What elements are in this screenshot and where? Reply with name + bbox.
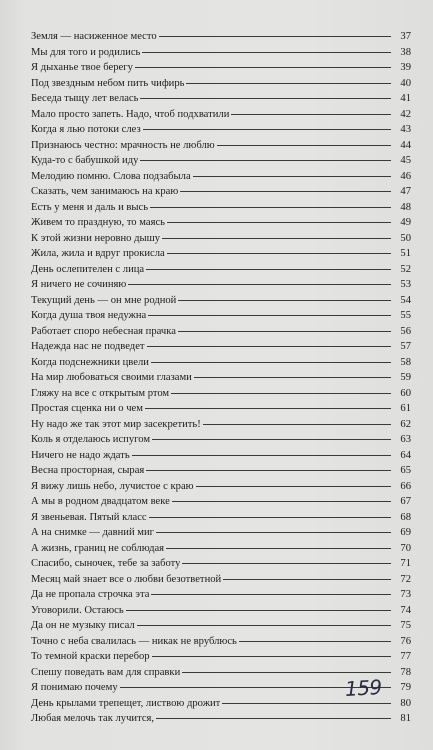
toc-entry <box>31 339 411 355</box>
toc-leader-line <box>126 610 391 611</box>
toc-entry-page: 67 <box>400 496 411 507</box>
toc-leader-line <box>147 346 391 347</box>
toc-entry <box>31 463 411 479</box>
toc-entry-title: Земля — насиженное место <box>31 31 157 42</box>
toc-leader-line <box>167 253 391 254</box>
toc-entry-title: Живем то праздную, то маясь <box>31 217 165 228</box>
toc-entry-page: 44 <box>400 139 411 151</box>
toc-entry-title: День крылами трепещет, листвою дрожит <box>31 697 221 709</box>
toc-leader-line <box>148 315 391 316</box>
toc-entry-page: 39 <box>400 62 411 73</box>
toc-entry-page: 49 <box>400 217 411 228</box>
toc-leader-line <box>149 517 391 518</box>
toc-leader-line <box>178 331 391 332</box>
toc-entry-title: Мало просто запеть. Надо, чтоб подхватили <box>31 108 230 120</box>
toc-leader-line <box>128 284 391 285</box>
toc-leader-line <box>159 36 391 37</box>
toc-entry-page: 58 <box>400 356 411 368</box>
toc-leader-line <box>239 641 391 642</box>
toc-entry-title: День ослепителен с лица <box>31 263 145 275</box>
toc-entry-title: Ну надо же так этот мир засекретить! <box>31 418 201 430</box>
toc-entry-page: 53 <box>400 279 411 290</box>
toc-leader-line <box>167 222 391 223</box>
toc-entry-title: Мелодию помню. Слова подзабыла <box>31 170 191 182</box>
toc-leader-line <box>172 501 391 502</box>
toc-entry-page: 74 <box>400 604 411 616</box>
toc-leader-line <box>180 191 391 192</box>
toc-entry-title: На мир любоваться своими глазами <box>31 372 192 383</box>
toc-leader-line <box>196 486 391 487</box>
toc-leader-line <box>171 393 391 394</box>
toc-leader-line <box>182 672 391 673</box>
toc-entry-page: 59 <box>400 372 411 383</box>
toc-entry-title: Я вижу лишь небо, лучистое с краю <box>31 480 194 492</box>
toc-leader-line <box>231 114 391 115</box>
toc-entry-title: Месяц май знает все о любви безответной <box>31 573 222 585</box>
toc-entry <box>31 448 411 464</box>
toc-entry-title: Мы для того и родились <box>31 46 141 58</box>
toc-entry <box>31 60 411 76</box>
toc-entry <box>31 603 411 619</box>
toc-entry <box>31 479 411 495</box>
toc-entry-page: 62 <box>400 418 411 430</box>
toc-entry-title: Спасибо, сыночек, тебе за заботу <box>31 558 181 569</box>
toc-entry-title: Да он не музыку писал <box>31 620 135 631</box>
toc-entry-title: Когда я лью потоки слез <box>31 124 141 135</box>
toc-leader-line <box>142 52 391 53</box>
toc-entry-title: Спешу поведать вам для справки <box>31 666 181 678</box>
toc-entry <box>31 184 411 200</box>
toc-entry-title: Ничего не надо ждать <box>31 449 130 461</box>
toc-entry-page: 66 <box>400 480 411 492</box>
toc-entry-page: 54 <box>400 294 411 306</box>
toc-leader-line <box>140 160 391 161</box>
toc-entry <box>31 107 411 123</box>
toc-entry <box>31 277 411 293</box>
toc-entry-title: Гляжу на все с открытым ртом <box>31 387 170 399</box>
toc-entry-page: 72 <box>400 573 411 585</box>
toc-entry-title: А жизнь, границ не соблюдая <box>31 542 165 554</box>
toc-entry <box>31 587 411 603</box>
toc-entry-page: 76 <box>400 635 411 647</box>
toc-leader-line <box>166 548 391 549</box>
toc-entry <box>31 231 411 247</box>
toc-entry <box>31 138 411 154</box>
toc-entry <box>31 634 411 650</box>
toc-entry-page: 55 <box>400 310 411 321</box>
toc-entry-title: Беседа тыщу лет велась <box>31 93 139 104</box>
toc-entry-title: Жила, жила и вдруг прокисла <box>31 248 165 259</box>
toc-entry-page: 51 <box>400 248 411 259</box>
toc-entry-page: 64 <box>400 449 411 461</box>
toc-entry-title: Я звеньевая. Пятый класс <box>31 511 147 523</box>
toc-entry-page: 68 <box>400 511 411 523</box>
toc-entry-title: А на снимке — давний миг <box>31 527 155 538</box>
toc-leader-line <box>217 145 391 146</box>
toc-leader-line <box>150 207 391 208</box>
toc-entry-page: 73 <box>400 589 411 600</box>
toc-entry-title: Признаюсь честно: мрачность не люблю <box>31 139 215 151</box>
toc-entry-page: 75 <box>400 620 411 631</box>
toc-entry-title: Весна просторная, сырая <box>31 465 145 476</box>
toc-leader-line <box>152 439 391 440</box>
toc-entry-page: 50 <box>400 232 411 244</box>
toc-entry <box>31 215 411 231</box>
toc-entry-title: Текущий день — он мне родной <box>31 294 177 306</box>
toc-leader-line <box>137 625 391 626</box>
toc-entry <box>31 293 411 309</box>
toc-entry <box>31 711 411 727</box>
toc-entry <box>31 355 411 371</box>
table-of-contents <box>31 29 411 727</box>
toc-leader-line <box>145 408 391 409</box>
toc-entry-title: Под звездным небом пить чифирь <box>31 77 185 89</box>
toc-leader-line <box>132 455 391 456</box>
toc-leader-line <box>151 362 391 363</box>
toc-leader-line <box>152 656 391 657</box>
toc-entry <box>31 572 411 588</box>
toc-entry-page: 61 <box>400 403 411 414</box>
toc-entry <box>31 541 411 557</box>
toc-entry-title: Точно с неба свалилась — никак не врублюсь <box>31 635 237 647</box>
toc-leader-line <box>140 98 391 99</box>
toc-entry-page: 43 <box>400 124 411 135</box>
toc-entry <box>31 169 411 185</box>
toc-entry <box>31 91 411 107</box>
toc-entry <box>31 308 411 324</box>
toc-entry-title: К этой жизни неровно дышу <box>31 232 161 244</box>
toc-entry-page: 77 <box>400 651 411 662</box>
toc-entry-page: 37 <box>400 31 411 42</box>
toc-leader-line <box>182 563 391 564</box>
toc-entry-page: 41 <box>400 93 411 104</box>
toc-leader-line <box>186 83 391 84</box>
toc-entry-title: Я ничего не сочиняю <box>31 279 127 290</box>
toc-entry-title: Когда душа твоя недужна <box>31 310 147 321</box>
toc-entry-page: 70 <box>400 542 411 554</box>
toc-entry-page: 78 <box>400 666 411 678</box>
toc-entry-page: 42 <box>400 108 411 120</box>
toc-entry-title: Я дыханье твое берегу <box>31 62 133 73</box>
toc-entry-page: 79 <box>400 682 411 693</box>
toc-entry-title: То темной краски перебор <box>31 651 150 662</box>
toc-entry-page: 63 <box>400 434 411 445</box>
toc-entry-title: Надежда нас не подведет <box>31 341 145 352</box>
toc-entry-page: 46 <box>400 170 411 182</box>
toc-leader-line <box>222 703 391 704</box>
toc-leader-line <box>146 470 391 471</box>
toc-entry <box>31 370 411 386</box>
toc-leader-line <box>156 718 391 719</box>
toc-leader-line <box>156 532 391 533</box>
toc-entry-page: 38 <box>400 46 411 58</box>
toc-entry-page: 80 <box>400 697 411 709</box>
toc-entry <box>31 45 411 61</box>
toc-leader-line <box>223 579 391 580</box>
toc-entry-page: 52 <box>400 263 411 275</box>
toc-entry-page: 40 <box>400 77 411 89</box>
toc-entry-title: Я понимаю почему <box>31 682 118 693</box>
toc-entry <box>31 432 411 448</box>
toc-leader-line <box>178 300 391 301</box>
toc-entry-title: Да не пропала строчка эта <box>31 589 150 600</box>
toc-entry-title: Работает споро небесная прачка <box>31 325 176 337</box>
toc-entry-page: 60 <box>400 387 411 399</box>
toc-entry <box>31 401 411 417</box>
toc-entry <box>31 417 411 433</box>
toc-entry-title: Сказать, чем занимаюсь на краю <box>31 186 179 197</box>
toc-entry <box>31 246 411 262</box>
toc-leader-line <box>203 424 391 425</box>
toc-entry-page: 56 <box>400 325 411 337</box>
toc-leader-line <box>151 594 391 595</box>
toc-entry-page: 65 <box>400 465 411 476</box>
toc-entry <box>31 618 411 634</box>
toc-entry-title: Уговорили. Остаюсь <box>31 604 124 616</box>
toc-entry <box>31 556 411 572</box>
handwritten-page-number: 159 <box>344 675 383 701</box>
toc-entry <box>31 200 411 216</box>
toc-leader-line <box>194 377 391 378</box>
toc-entry <box>31 510 411 526</box>
toc-entry-title: Простая сценка ни о чем <box>31 403 143 414</box>
toc-entry-title: Коль я отделаюсь испугом <box>31 434 151 445</box>
toc-leader-line <box>193 176 391 177</box>
toc-entry <box>31 324 411 340</box>
toc-entry-page: 48 <box>400 201 411 213</box>
toc-entry <box>31 494 411 510</box>
toc-entry <box>31 29 411 45</box>
toc-entry-title: А мы в родном двадцатом веке <box>31 496 170 507</box>
toc-entry <box>31 386 411 402</box>
toc-entry-page: 45 <box>400 155 411 166</box>
toc-entry-title: Есть у меня и даль и высь <box>31 201 149 213</box>
toc-leader-line <box>135 67 391 68</box>
toc-entry-page: 57 <box>400 341 411 352</box>
toc-entry-title: Когда подснежники цвели <box>31 356 149 368</box>
toc-entry-page: 81 <box>400 713 411 724</box>
toc-leader-line <box>146 269 391 270</box>
toc-entry <box>31 525 411 541</box>
toc-entry-page: 69 <box>400 527 411 538</box>
toc-entry-page: 47 <box>400 186 411 197</box>
toc-entry-title: Любая мелочь так лучится, <box>31 713 155 724</box>
toc-leader-line <box>143 129 391 130</box>
toc-leader-line <box>162 238 391 239</box>
toc-entry <box>31 122 411 138</box>
toc-entry <box>31 153 411 169</box>
toc-entry <box>31 262 411 278</box>
toc-entry <box>31 649 411 665</box>
toc-entry <box>31 76 411 92</box>
toc-entry-title: Куда-то с бабушкой иду <box>31 155 139 166</box>
toc-entry-page: 71 <box>400 558 411 569</box>
